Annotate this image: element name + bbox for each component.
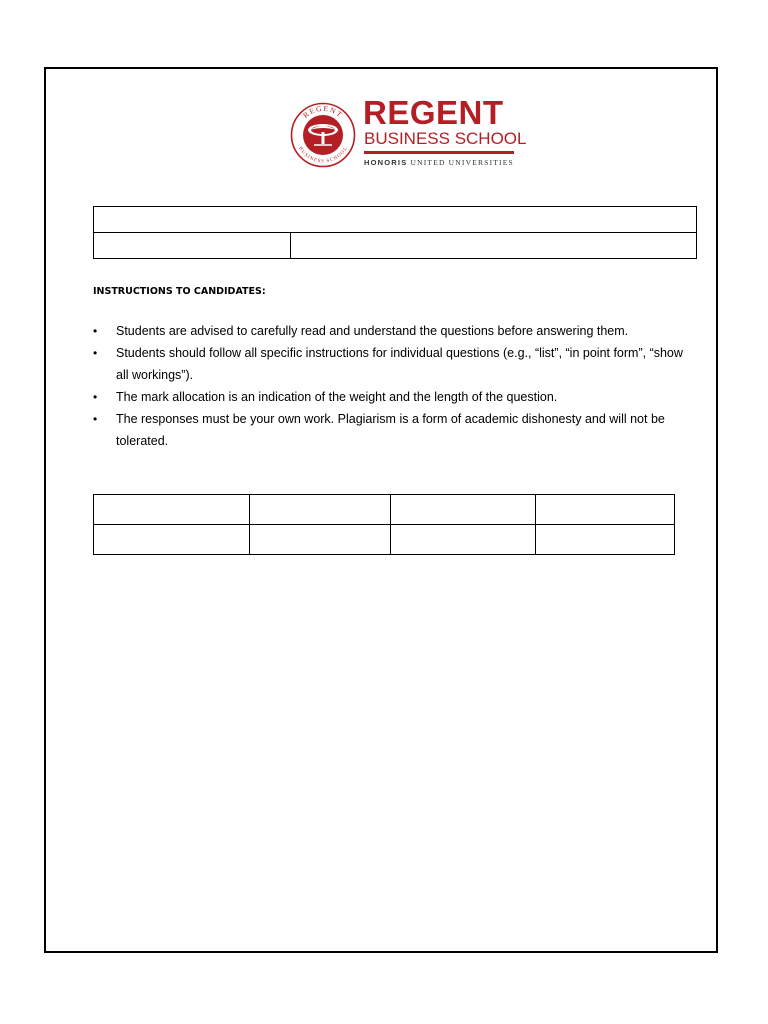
table-cell	[536, 495, 675, 525]
table-row	[94, 525, 675, 555]
tagline-rest: UNITED UNIVERSITIES	[407, 158, 514, 167]
table-cell	[94, 233, 291, 259]
list-item: • Students should follow all specific instructions for individual questions (e.g., “list”, “in point form”, “show all workings”).	[93, 342, 693, 386]
table-cell	[250, 495, 391, 525]
tagline-bold: HONORIS	[364, 158, 408, 167]
brand-tagline	[364, 158, 514, 167]
table-row	[94, 495, 675, 525]
instructions-list	[93, 320, 693, 452]
table-row	[94, 233, 697, 259]
table-cell	[291, 233, 697, 259]
list-item: • The mark allocation is an indication of the weight and the length of the question.	[93, 386, 693, 408]
regent-logo	[290, 94, 527, 170]
list-item: • Students are advised to carefully read and understand the questions before answering them.	[93, 320, 693, 342]
marks-table	[93, 494, 675, 555]
seal-text-bottom: BUSINESS SCHOOL	[297, 146, 349, 165]
table-cell	[391, 525, 536, 555]
instructions-heading: INSTRUCTIONS TO CANDIDATES:	[93, 286, 266, 297]
brand-subtitle: BUSINESS SCHOOL	[364, 129, 527, 148]
table-cell	[94, 495, 250, 525]
seal-text-top: REGENT	[301, 103, 345, 120]
seal-icon	[290, 102, 356, 168]
table-row	[94, 207, 697, 233]
list-item: • The responses must be your own work. Plagiarism is a form of academic dishonesty and will not be tolerated.	[93, 408, 693, 452]
brand-name: REGENT	[363, 94, 504, 131]
table-cell	[391, 495, 536, 525]
table-cell	[94, 525, 250, 555]
details-table	[93, 206, 697, 259]
table-cell	[536, 525, 675, 555]
brand-divider	[364, 151, 514, 154]
table-cell	[94, 207, 697, 233]
table-cell	[250, 525, 391, 555]
